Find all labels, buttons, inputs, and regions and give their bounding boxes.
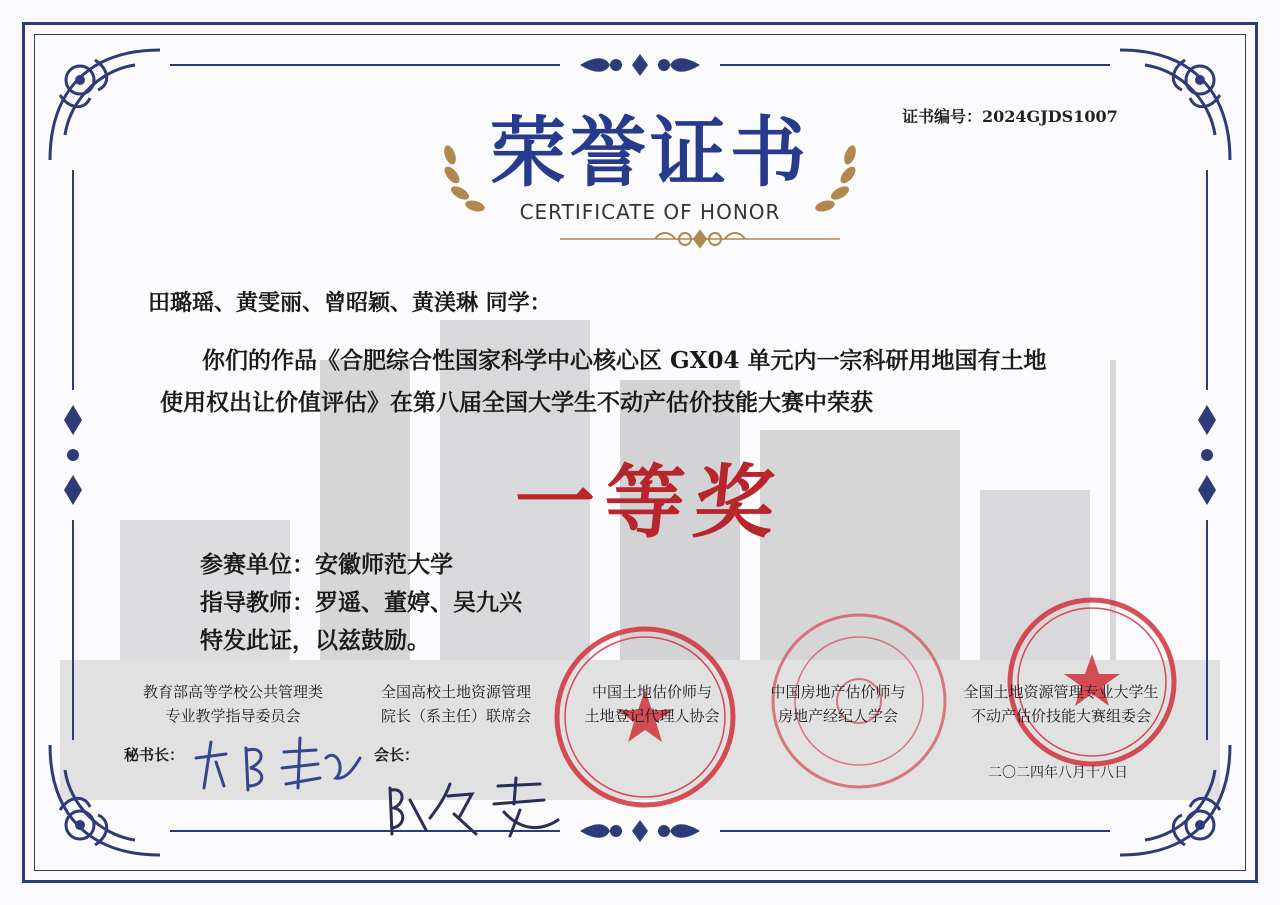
organizer-3-line1: 中国土地估价师与 bbox=[591, 683, 712, 701]
president-label: 会长： bbox=[374, 746, 420, 764]
organizer-4-line2: 房地产经纪人学会 bbox=[777, 707, 898, 725]
left-rule bbox=[72, 170, 74, 390]
title-flourish-icon bbox=[560, 228, 840, 250]
organizer-3-line2: 土地登记代理人协会 bbox=[584, 707, 720, 725]
award-level: 一等奖 bbox=[509, 455, 790, 549]
organizer-4-line1: 中国房地产估价师与 bbox=[770, 683, 906, 701]
closing-line: 特发此证，以兹鼓励。 bbox=[200, 627, 430, 654]
fleur-ornament-icon bbox=[560, 818, 720, 844]
fleur-ornament-icon bbox=[560, 52, 720, 78]
organizer-1-line2: 专业教学指导委员会 bbox=[165, 707, 301, 725]
organizer-5-line1: 全国土地资源管理专业大学生 bbox=[963, 683, 1159, 701]
right-rule bbox=[1206, 520, 1208, 740]
organizer-5 bbox=[936, 680, 1186, 728]
citation-line-2: 使用权出让价值评估》在第八届全国大学生不动产估价技能大赛中荣获 bbox=[160, 389, 873, 416]
recipients-line: 田璐瑶、黄雯丽、曾昭颖、黄渼琳 同学： bbox=[148, 290, 552, 316]
organizer-5-line2: 不动产估价技能大赛组委会 bbox=[970, 707, 1151, 725]
right-rule bbox=[1206, 170, 1208, 390]
top-rule bbox=[170, 64, 560, 66]
fleur-ornament-icon bbox=[1190, 400, 1224, 510]
organizer-2-line2: 院长（系主任）联席会 bbox=[380, 707, 531, 725]
advisors: 指导教师：罗遥、董婷、吴九兴 bbox=[200, 589, 522, 616]
left-rule bbox=[72, 520, 74, 740]
organizer-1 bbox=[128, 680, 338, 728]
organizer-1-line1: 教育部高等学校公共管理类 bbox=[142, 683, 323, 701]
top-rule bbox=[720, 64, 1110, 66]
citation-text bbox=[160, 340, 1160, 424]
president-signature bbox=[380, 770, 570, 840]
title-chinese: 荣誉证书 bbox=[490, 108, 810, 197]
corner-ornament-icon bbox=[40, 40, 170, 170]
secretary-general-label: 秘书长： bbox=[124, 746, 185, 764]
organizer-2-line1: 全国高校土地资源管理 bbox=[380, 683, 531, 701]
issue-date: 二〇二四年八月十八日 bbox=[988, 765, 1128, 781]
citation-line-1: 你们的作品《合肥综合性国家科学中心核心区 GX04 单元内一宗科研用地国有土地 bbox=[202, 347, 1047, 374]
title-english: CERTIFICATE OF HONOR bbox=[519, 200, 781, 224]
organizer-4 bbox=[748, 680, 928, 728]
fleur-ornament-icon bbox=[56, 400, 90, 510]
certificate-number: 证书编号：2024GJDS1007 bbox=[902, 107, 1118, 126]
participating-unit: 参赛单位：安徽师范大学 bbox=[200, 551, 453, 578]
corner-ornament-icon bbox=[1110, 40, 1240, 170]
bottom-rule bbox=[720, 830, 1110, 832]
secretary-general-signature bbox=[186, 728, 366, 798]
organizer-2 bbox=[356, 680, 556, 728]
organizer-3 bbox=[562, 680, 742, 728]
